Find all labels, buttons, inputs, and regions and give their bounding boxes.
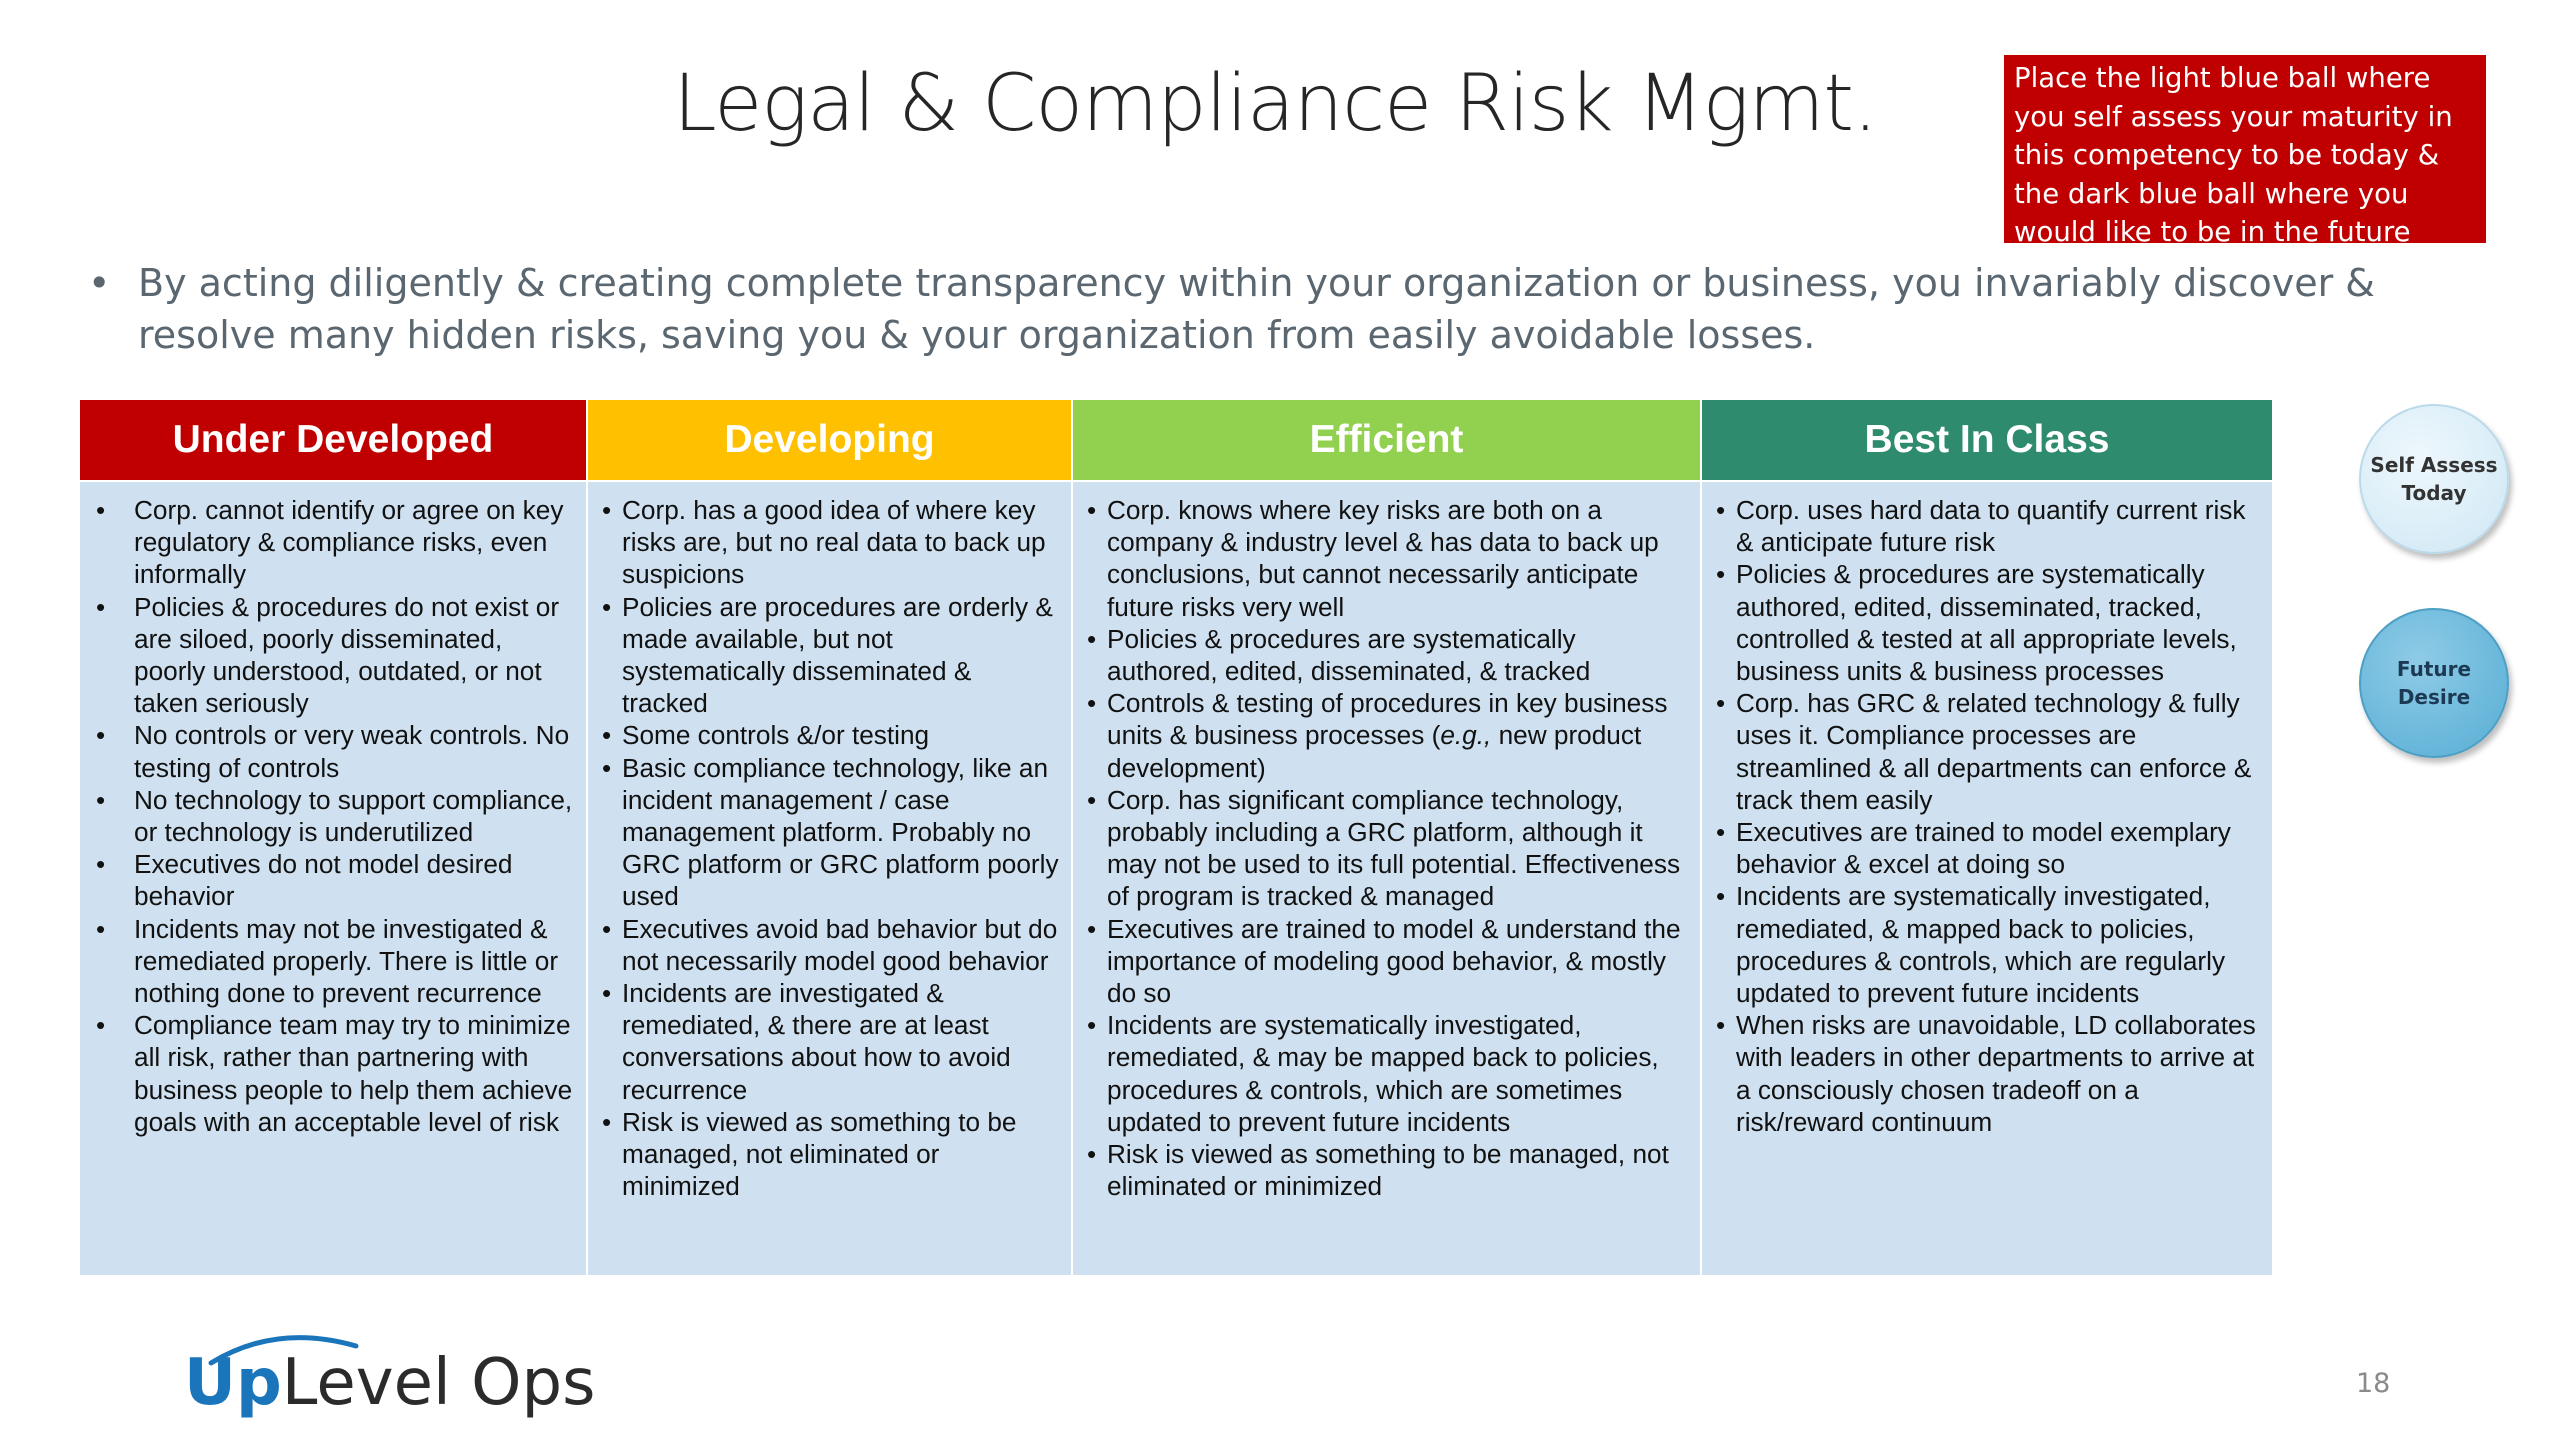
uplevel-ops-logo xyxy=(184,1338,595,1428)
self-assess-today-label xyxy=(2370,451,2497,507)
list-item: • Corp. has a good idea of where key risks are, but no real data to back up suspicions xyxy=(600,494,1059,591)
future-desire-label xyxy=(2397,655,2471,711)
list-best-in-class xyxy=(1714,494,2260,1138)
intro-bullet-marker: • xyxy=(88,261,111,305)
list-item: • No controls or very weak controls. No testing of controls xyxy=(92,719,574,783)
list-item: • No technology to support compliance, or technology is underutilized xyxy=(92,784,574,848)
logo-level-ops-text: Level Ops xyxy=(281,1346,596,1420)
list-item: • Incidents are systematically investigated, remediated, & may be mapped back to policies, procedures & controls, which are sometimes updated to prevent future incidents xyxy=(1085,1009,1688,1138)
self-assess-today-ball[interactable] xyxy=(2359,404,2509,554)
list-item: • Some controls &/or testing xyxy=(600,719,1059,751)
list-item: • Compliance team may try to minimize all risk, rather than partnering with business people to help them achieve goals with an acceptable level of risk xyxy=(92,1009,574,1138)
list-item: • Corp. has GRC & related technology & fully uses it. Compliance processes are streamlined & all departments can enforce & track them easily xyxy=(1714,687,2260,816)
intro-bullet-point xyxy=(88,257,2508,361)
list-item: • Corp. cannot identify or agree on key regulatory & compliance risks, even informally xyxy=(92,494,574,591)
list-item: • When risks are unavoidable, LD collaborates with leaders in other departments to arrive at a consciously chosen tradeoff on a risk/reward continuum xyxy=(1714,1009,2260,1138)
list-efficient xyxy=(1085,494,1688,1202)
page-number: 18 xyxy=(2356,1368,2391,1399)
list-under-developed xyxy=(92,494,574,1138)
cell-best-in-class xyxy=(1702,482,2272,1275)
future-desire-line2: Desire xyxy=(2397,685,2471,709)
self-assess-today-line1: Self Assess xyxy=(2370,453,2498,477)
logo-up-text: Up xyxy=(184,1346,282,1420)
future-desire-ball[interactable] xyxy=(2359,608,2509,758)
intro-text: By acting diligently & creating complete transparency within your organization or business, you invariably discover & resolve many hidden risks, saving you & your organization from easily avoidable losses. xyxy=(138,261,2375,357)
list-item: • Corp. has significant compliance technology, probably including a GRC platform, although it may not be used to its full potential. Effectiveness of program is tracked & managed xyxy=(1085,784,1688,913)
maturity-matrix xyxy=(80,400,2272,1275)
slide-title-text: Legal & Compliance Risk Mgmt. xyxy=(673,59,1877,149)
list-item: • Policies & procedures are systematically authored, edited, disseminated, tracked, controlled & tested at all appropriate levels, business units & business processes xyxy=(1714,558,2260,687)
list-item: • Policies & procedures are systematically authored, edited, disseminated, & tracked xyxy=(1085,623,1688,687)
list-item: • Incidents are investigated & remediated, & there are at least conversations about how to avoid recurrence xyxy=(600,977,1059,1106)
header-developing: Developing xyxy=(588,400,1071,482)
list-item: • Policies & procedures do not exist or are siloed, poorly disseminated, poorly understood, outdated, or not taken seriously xyxy=(92,591,574,720)
logo-swoosh-icon xyxy=(206,1328,466,1368)
header-best-in-class: Best In Class xyxy=(1702,400,2272,482)
list-item: • Controls & testing of procedures in key business units & business processes (e.g., new product development) xyxy=(1085,687,1688,784)
column-developing xyxy=(588,400,1073,1275)
list-item: • Corp. knows where key risks are both on a company & industry level & has data to back up conclusions, but cannot necessarily anticipate future risks very well xyxy=(1085,494,1688,623)
list-item: • Corp. uses hard data to quantify current risk & anticipate future risk xyxy=(1714,494,2260,558)
list-item: • Executives are trained to model exemplary behavior & excel at doing so xyxy=(1714,816,2260,880)
list-item: • Incidents are systematically investigated, remediated, & mapped back to policies, procedures & controls, which are regularly updated to prevent future incidents xyxy=(1714,880,2260,1009)
list-developing xyxy=(600,494,1059,1202)
instruction-box: Place the light blue ball where you self assess your maturity in this competency to be today & the dark blue ball where you would like to be in the future xyxy=(2004,55,2486,243)
list-item: • Risk is viewed as something to be managed, not eliminated or minimized xyxy=(600,1106,1059,1203)
list-item: • Executives avoid bad behavior but do not necessarily model good behavior xyxy=(600,913,1059,977)
cell-efficient xyxy=(1073,482,1700,1275)
column-efficient xyxy=(1073,400,1702,1275)
header-under-developed: Under Developed xyxy=(80,400,586,482)
cell-under-developed xyxy=(80,482,586,1275)
self-assess-today-line2: Today xyxy=(2401,481,2467,505)
list-item: • Basic compliance technology, like an incident management / case management platform. Probably no GRC platform or GRC platform poorly used xyxy=(600,752,1059,913)
list-item: • Executives are trained to model & understand the importance of modeling good behavior, & mostly do so xyxy=(1085,913,1688,1010)
column-under-developed xyxy=(80,400,588,1275)
list-item: • Incidents may not be investigated & remediated properly. There is little or nothing done to prevent recurrence xyxy=(92,913,574,1010)
column-best-in-class xyxy=(1702,400,2272,1275)
header-efficient: Efficient xyxy=(1073,400,1700,482)
future-desire-line1: Future xyxy=(2396,657,2472,681)
list-item: • Policies are procedures are orderly & made available, but not systematically disseminated & tracked xyxy=(600,591,1059,720)
list-item: • Risk is viewed as something to be managed, not eliminated or minimized xyxy=(1085,1138,1688,1202)
cell-developing xyxy=(588,482,1071,1275)
list-item: • Executives do not model desired behavior xyxy=(92,848,574,912)
